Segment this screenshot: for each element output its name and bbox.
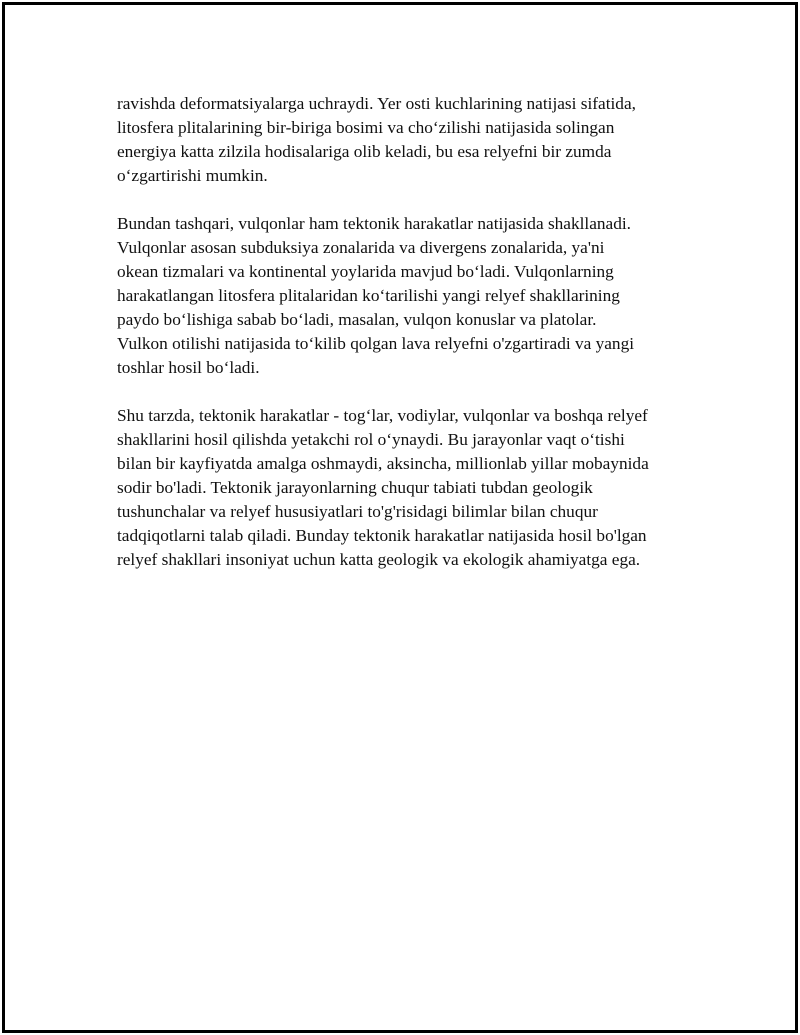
text-line: tushunchalar va relyef hususiyatlari to'g'risidagi bilimlar bilan chuqur: [117, 502, 598, 521]
text-line: energiya katta zilzila hodisalariga olib keladi, bu esa relyefni bir zumda: [117, 142, 612, 161]
text-line: Shu tarzda, tektonik harakatlar - tog‘lar, vodiylar, vulqonlar va boshqa relyef: [117, 406, 648, 425]
text-line: relyef shakllari insoniyat uchun katta geologik va ekologik ahamiyatga ega.: [117, 550, 641, 569]
text-line: bilan bir kayfiyatda amalga oshmaydi, aksincha, millionlab yillar mobaynida: [117, 454, 649, 473]
text-line: sodir bo'ladi. Tektonik jarayonlarning chuqur tabiati tubdan geologik: [117, 478, 593, 497]
text-line: o‘zgartirishi mumkin.: [117, 166, 268, 185]
text-line: shakllarini hosil qilishda yetakchi rol o‘ynaydi. Bu jarayonlar vaqt o‘tishi: [117, 430, 625, 449]
document-body: [117, 92, 697, 596]
text-line: paydo bo‘lishiga sabab bo‘ladi, masalan, vulqon konuslar va platolar.: [117, 310, 597, 329]
text-line: Vulkon otilishi natijasida to‘kilib qolgan lava relyefni o'zgartiradi va yangi: [117, 334, 635, 353]
text-line: harakatlangan litosfera plitalaridan ko‘tarilishi yangi relyef shakllarining: [117, 286, 620, 305]
text-line: ravishda deformatsiyalarga uchraydi. Yer osti kuchlarining natijasi sifatida,: [117, 94, 636, 113]
paragraph-2: [117, 212, 697, 380]
text-line: tadqiqotlarni talab qiladi. Bunday tektonik harakatlar natijasida hosil bo'lgan: [117, 526, 647, 545]
text-line: litosfera plitalarining bir-biriga bosimi va cho‘zilishi natijasida solingan: [117, 118, 615, 137]
text-line: Vulqonlar asosan subduksiya zonalarida va divergens zonalarida, ya'ni: [117, 238, 605, 257]
paragraph-1: [117, 92, 697, 188]
text-line: toshlar hosil bo‘ladi.: [117, 358, 260, 377]
paragraph-3: [117, 404, 697, 572]
text-line: okean tizmalari va kontinental yoylarida mavjud bo‘ladi. Vulqonlarning: [117, 262, 614, 281]
text-line: Bundan tashqari, vulqonlar ham tektonik harakatlar natijasida shakllanadi.: [117, 214, 631, 233]
